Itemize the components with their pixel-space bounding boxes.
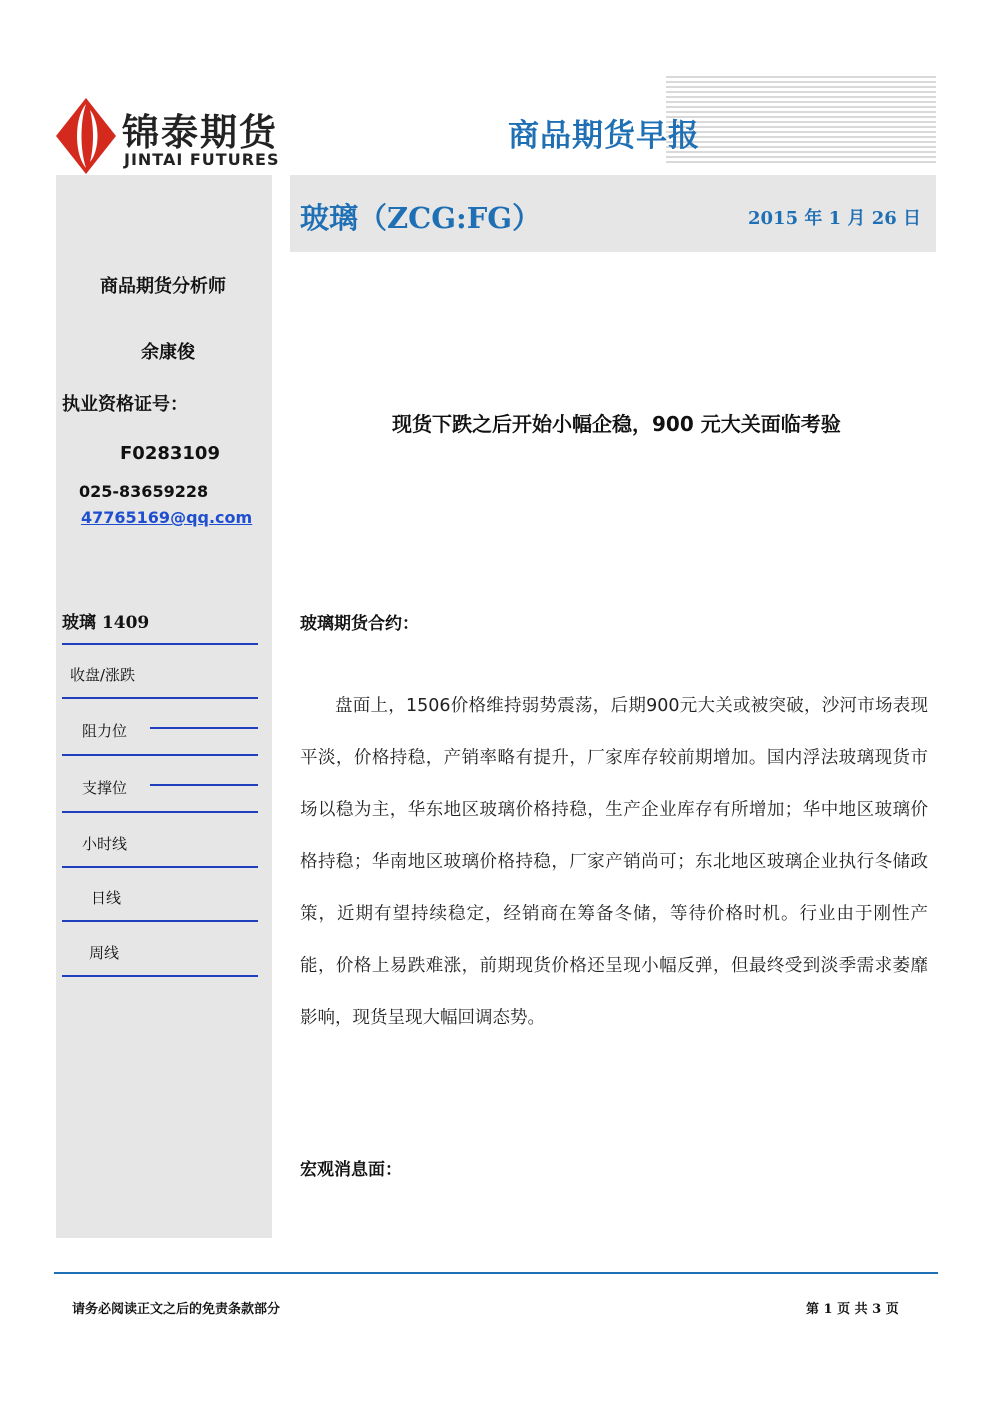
report-title: 商品期货早报	[508, 118, 700, 154]
report-date: 2015 年 1 月 26 日	[748, 208, 922, 229]
contract-label: 玻璃 1409	[62, 613, 150, 633]
divider	[62, 754, 258, 756]
section-title-macro: 宏观消息面：	[300, 1160, 402, 1180]
cert-number: F0283109	[120, 443, 220, 464]
divider	[62, 920, 258, 922]
divider	[150, 727, 258, 729]
cert-label: 执业资格证号：	[62, 394, 188, 415]
analyst-phone: 025-83659228	[79, 482, 209, 501]
logo-text-en: JINTAI FUTURES	[124, 150, 280, 169]
footer-divider	[54, 1272, 938, 1274]
analyst-title: 商品期货分析师	[100, 276, 226, 297]
section-title-futures: 玻璃期货合约：	[300, 614, 419, 634]
analyst-email-link[interactable]: 47765169@qq.com	[81, 508, 253, 527]
row-support: 支撑位	[82, 779, 128, 797]
divider	[62, 975, 258, 977]
futures-body-text: 盘面上，1506价格维持弱势震荡，后期900元大关或被突破，沙河市场表现平淡，价格持稳，产销率略有提升，厂家库存较前期增加。国内浮法玻璃现货市场以稳为主，华东地区玻璃价格持稳，生产企业库存有所增加；华中地区玻璃价格持稳；华南地区玻璃价格持稳，厂家产销尚可；东北地区玻璃企业执行冬储政策，近期有望持续稳定，经销商在筹备冬储，等待价格时机。行业由于刚性产能，价格上易跌难涨，前期现货价格还呈现小幅反弹，但最终受到淡季需求萎靡影响，现货呈现大幅回调态势。	[300, 696, 928, 1028]
row-weekly: 周线	[89, 944, 120, 962]
analyst-name: 余康俊	[141, 342, 195, 363]
row-hourly: 小时线	[82, 835, 128, 853]
logo-text-cn: 锦泰期货	[122, 111, 278, 154]
divider	[150, 784, 258, 786]
header-stripes	[666, 76, 936, 164]
divider	[62, 811, 258, 813]
sidebar	[56, 175, 272, 1238]
divider	[62, 643, 258, 645]
row-close-change: 收盘/涨跌	[70, 666, 136, 684]
footer-disclaimer: 请务必阅读正文之后的免责条款部分	[72, 1302, 281, 1317]
row-daily: 日线	[91, 889, 122, 907]
divider	[62, 697, 258, 699]
headline: 现货下跌之后开始小幅企稳，900 元大关面临考验	[392, 412, 841, 436]
footer-page-number: 第 1 页 共 3 页	[806, 1302, 899, 1317]
product-title: 玻璃（ZCG:FG）	[300, 201, 542, 235]
divider	[62, 866, 258, 868]
row-resistance: 阻力位	[82, 722, 128, 740]
